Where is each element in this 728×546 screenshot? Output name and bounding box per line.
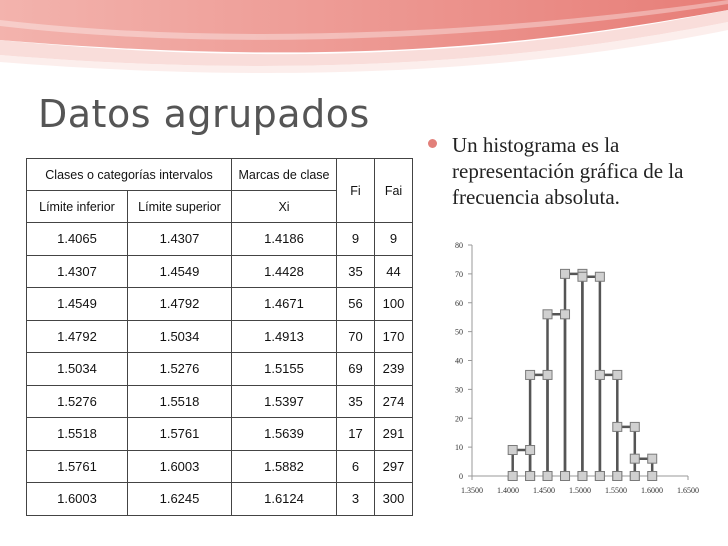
cell-limite-inferior: 1.5518 <box>27 418 128 451</box>
data-point-marker <box>613 422 622 431</box>
cell-limite-superior: 1.4792 <box>128 288 232 321</box>
data-point-marker <box>630 472 639 481</box>
cell-limite-inferior: 1.4549 <box>27 288 128 321</box>
cell-fi: 6 <box>337 450 375 483</box>
cell-limite-inferior: 1.5761 <box>27 450 128 483</box>
frequency-table <box>26 158 413 516</box>
cell-limite-superior: 1.4549 <box>128 255 232 288</box>
x-tick-label: 1.6500 <box>677 486 699 495</box>
cell-limite-superior: 1.6003 <box>128 450 232 483</box>
data-point-marker <box>613 370 622 379</box>
cell-limite-superior: 1.5034 <box>128 320 232 353</box>
data-point-marker <box>543 310 552 319</box>
header-banner <box>0 0 728 85</box>
x-tick-label: 1.5500 <box>605 486 627 495</box>
cell-limite-inferior: 1.4307 <box>27 255 128 288</box>
data-point-marker <box>648 454 657 463</box>
data-point-marker <box>526 370 535 379</box>
cell-xi: 1.5882 <box>232 450 337 483</box>
table-row <box>27 288 413 321</box>
table-row <box>27 450 413 483</box>
cell-xi: 1.4913 <box>232 320 337 353</box>
data-point-marker <box>595 272 604 281</box>
x-tick-label: 1.3500 <box>461 486 483 495</box>
header-marcas: Marcas de clase <box>232 159 337 191</box>
data-point-marker <box>648 472 657 481</box>
data-point-marker <box>561 472 570 481</box>
x-tick-label: 1.4500 <box>533 486 555 495</box>
cell-xi: 1.5155 <box>232 353 337 386</box>
cell-xi: 1.4428 <box>232 255 337 288</box>
data-point-marker <box>578 472 587 481</box>
x-tick-label: 1.6000 <box>641 486 663 495</box>
y-tick-label: 40 <box>455 356 463 366</box>
header-clases: Clases o categorías intervalos <box>27 159 232 191</box>
histogram-bar-line <box>565 274 582 476</box>
x-tick-label: 1.4000 <box>497 486 519 495</box>
histogram-chart <box>445 235 705 500</box>
header-limite-superior: Límite superior <box>128 191 232 223</box>
data-point-marker <box>526 472 535 481</box>
y-tick-label: 70 <box>455 269 463 279</box>
cell-fi: 9 <box>337 223 375 256</box>
cell-xi: 1.5639 <box>232 418 337 451</box>
data-point-marker <box>508 446 517 455</box>
cell-limite-superior: 1.5276 <box>128 353 232 386</box>
cell-limite-inferior: 1.5034 <box>27 353 128 386</box>
data-point-marker <box>508 472 517 481</box>
cell-fai: 297 <box>375 450 413 483</box>
table-body <box>27 223 413 516</box>
data-point-marker <box>543 472 552 481</box>
cell-fai: 239 <box>375 353 413 386</box>
data-point-marker <box>630 454 639 463</box>
cell-limite-superior: 1.6245 <box>128 483 232 516</box>
cell-fai: 100 <box>375 288 413 321</box>
y-tick-label: 20 <box>455 414 463 424</box>
cell-fi: 56 <box>337 288 375 321</box>
header-fi: Fi <box>337 159 375 223</box>
cell-limite-superior: 1.5761 <box>128 418 232 451</box>
data-point-marker <box>543 370 552 379</box>
data-point-marker <box>613 472 622 481</box>
cell-fi: 3 <box>337 483 375 516</box>
header-xi: Xi <box>232 191 337 223</box>
cell-fi: 35 <box>337 385 375 418</box>
y-tick-label: 10 <box>455 443 463 453</box>
table-row <box>27 418 413 451</box>
data-point-marker <box>561 310 570 319</box>
header-limite-inferior: Límite inferior <box>27 191 128 223</box>
bullet-text: Un histograma es la representación gráfica de la frecuencia absoluta. <box>452 133 684 209</box>
data-point-marker <box>561 269 570 278</box>
cell-limite-superior: 1.4307 <box>128 223 232 256</box>
table-row <box>27 353 413 386</box>
cell-xi: 1.4671 <box>232 288 337 321</box>
cell-limite-superior: 1.5518 <box>128 385 232 418</box>
cell-limite-inferior: 1.4792 <box>27 320 128 353</box>
data-point-marker <box>630 422 639 431</box>
cell-limite-inferior: 1.5276 <box>27 385 128 418</box>
cell-fai: 44 <box>375 255 413 288</box>
x-tick-label: 1.5000 <box>569 486 591 495</box>
header-fai: Fai <box>375 159 413 223</box>
cell-fai: 274 <box>375 385 413 418</box>
cell-fi: 35 <box>337 255 375 288</box>
cell-fai: 300 <box>375 483 413 516</box>
bullet-dot-icon <box>428 139 437 148</box>
y-tick-label: 30 <box>455 385 463 395</box>
cell-xi: 1.6124 <box>232 483 337 516</box>
cell-fai: 170 <box>375 320 413 353</box>
data-point-marker <box>595 370 604 379</box>
cell-limite-inferior: 1.6003 <box>27 483 128 516</box>
histogram-bar-line <box>530 375 547 476</box>
y-tick-label: 50 <box>455 327 463 337</box>
cell-fai: 291 <box>375 418 413 451</box>
data-point-marker <box>526 446 535 455</box>
cell-fi: 70 <box>337 320 375 353</box>
data-point-marker <box>578 272 587 281</box>
table-row <box>27 255 413 288</box>
cell-xi: 1.4186 <box>232 223 337 256</box>
table-row <box>27 320 413 353</box>
table-row <box>27 223 413 256</box>
histogram-bar-line <box>617 427 635 476</box>
slide-title: Datos agrupados <box>38 92 370 136</box>
cell-fi: 17 <box>337 418 375 451</box>
table-row <box>27 483 413 516</box>
y-tick-label: 60 <box>455 298 463 308</box>
histogram-bar-line <box>548 314 566 476</box>
y-tick-label: 0 <box>459 472 463 481</box>
data-point-marker <box>595 472 604 481</box>
y-tick-label: 80 <box>455 241 463 250</box>
cell-fi: 69 <box>337 353 375 386</box>
cell-limite-inferior: 1.4065 <box>27 223 128 256</box>
cell-xi: 1.5397 <box>232 385 337 418</box>
table-row <box>27 385 413 418</box>
cell-fai: 9 <box>375 223 413 256</box>
